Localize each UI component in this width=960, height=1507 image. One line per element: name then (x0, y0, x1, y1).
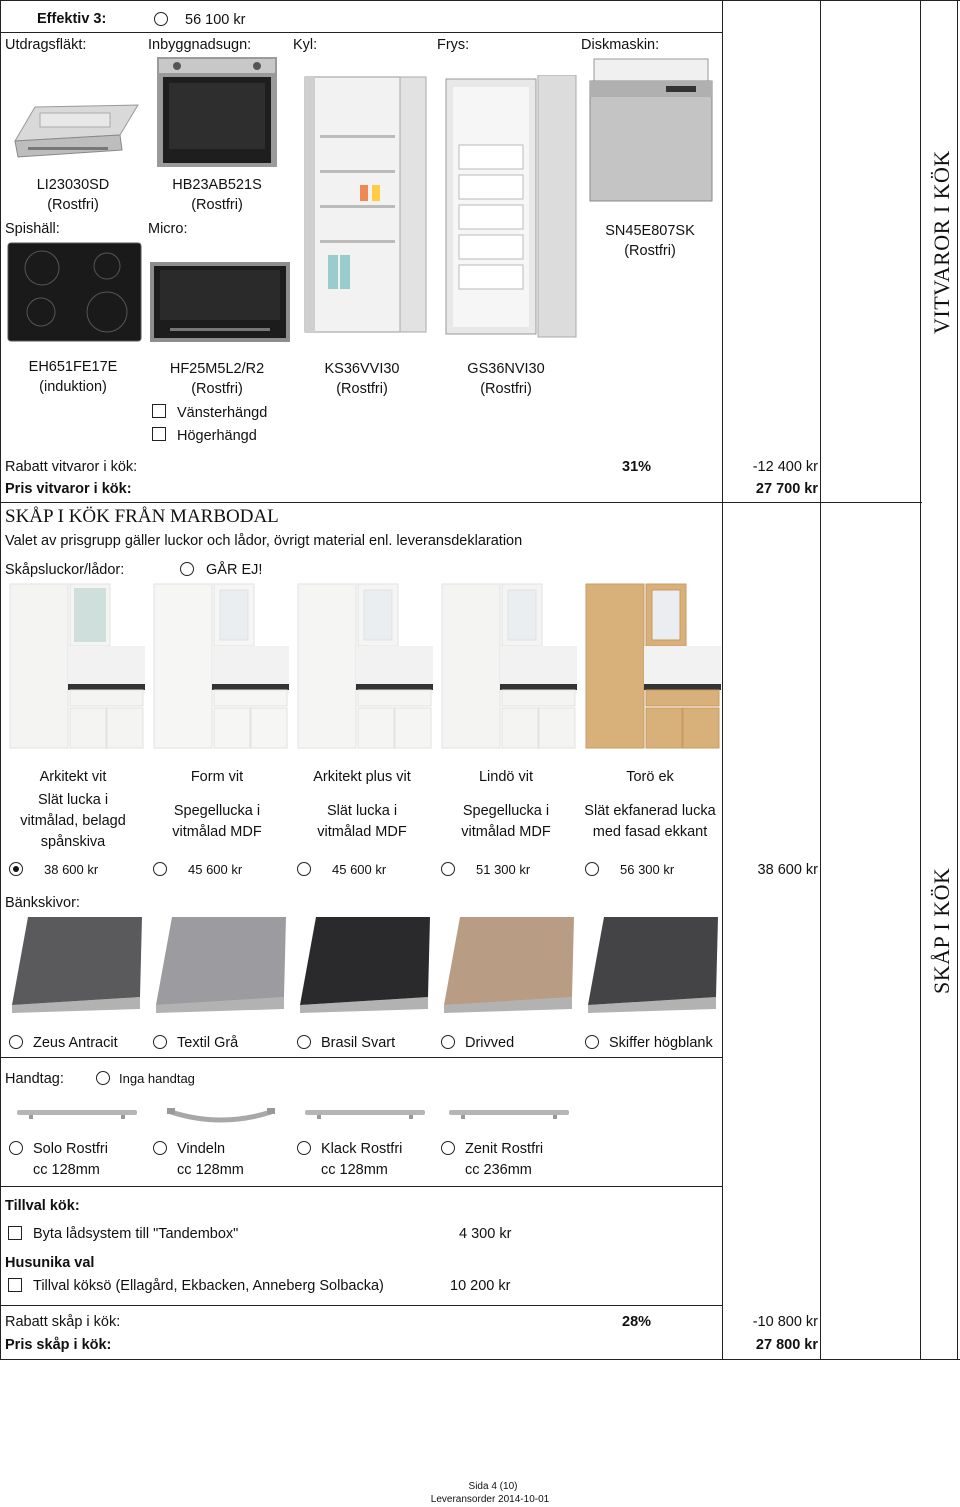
door-style-desc: vitmålad MDF (172, 824, 262, 840)
countertop-name: Brasil Svart (321, 1035, 396, 1051)
top-border (0, 0, 960, 1)
row-divider-skap-summary (0, 1305, 722, 1306)
door-style-desc: vitmålad MDF (317, 824, 407, 840)
handle-radio[interactable] (153, 1141, 167, 1155)
vitvaror-discount-pct: 31% (622, 459, 652, 475)
footer-page: Sida 4 (10) (468, 1481, 518, 1492)
handle-cc: cc 128mm (177, 1162, 244, 1178)
door-style-price: 45 600 kr (332, 862, 387, 877)
handle-image (445, 1100, 573, 1130)
door-style-desc: spånskiva (40, 834, 106, 850)
right-border (957, 0, 958, 1360)
header-fridge: Kyl: (293, 37, 318, 53)
door-style-price: 45 600 kr (188, 862, 243, 877)
row-divider-effektiv (0, 32, 722, 33)
countertop-sample (154, 915, 288, 1015)
door-style-image (296, 580, 433, 752)
handle-cc: cc 128mm (321, 1162, 388, 1178)
countertop-name: Zeus Antracit (33, 1035, 118, 1051)
effektiv-value: 56 100 kr (185, 12, 246, 28)
handle-image (301, 1100, 429, 1130)
doors-option-radio[interactable] (180, 562, 194, 576)
footer-order: Leveransorder 2014-10-01 (430, 1494, 550, 1505)
side-label-vitvaror: VITVAROR I KÖK (929, 150, 954, 334)
handle-name: Zenit Rostfri (465, 1141, 544, 1157)
side-label-skap: SKÅP I KÖK (929, 867, 954, 994)
countertop-sample (442, 915, 576, 1015)
door-style-radio[interactable] (297, 862, 311, 876)
door-style-price: 38 600 kr (44, 862, 99, 877)
handle-radio[interactable] (9, 1141, 23, 1155)
door-style-desc: Slät lucka i (37, 792, 109, 808)
door-style-image (152, 580, 289, 752)
door-style-desc: vitmålad, belagd (20, 813, 126, 829)
fan-image (10, 95, 140, 165)
handle-image (13, 1100, 141, 1130)
tillval-heading2: Husunika val (5, 1255, 95, 1271)
hob-model: EH651FE17E (28, 359, 118, 375)
col-divider-3 (920, 0, 921, 1360)
door-style-radio[interactable] (585, 862, 599, 876)
skap-discount-label: Rabatt skåp i kök: (5, 1314, 121, 1330)
effektiv-label: Effektiv 3: (37, 11, 107, 27)
skap-subtitle: Valet av prisgrupp gäller luckor och lådor, övrigt material enl. leveransdeklaration (5, 533, 523, 549)
dishwasher-image (586, 55, 716, 205)
countertop-radio[interactable] (441, 1035, 455, 1049)
fridge-finish: (Rostfri) (336, 381, 388, 397)
freezer-model: GS36NVI30 (467, 361, 545, 377)
door-style-radio[interactable] (153, 862, 167, 876)
micro-finish: (Rostfri) (191, 381, 243, 397)
door-style-price: 51 300 kr (476, 862, 531, 877)
left-border (0, 0, 1, 1360)
handles-none-radio[interactable] (96, 1071, 110, 1085)
countertop-sample (586, 915, 720, 1015)
door-style-image (584, 580, 721, 752)
door-style-desc: Slät lucka i (326, 803, 398, 819)
door-style-radio[interactable] (9, 862, 23, 876)
hob-image (7, 242, 142, 342)
countertop-name: Skiffer högblank (609, 1035, 713, 1051)
hob-label: Spishäll: (5, 221, 60, 237)
tillval-item2-price: 10 200 kr (450, 1278, 511, 1294)
door-style-price: 56 300 kr (620, 862, 675, 877)
oven-finish: (Rostfri) (191, 197, 243, 213)
tillval-item2-checkbox[interactable] (8, 1278, 22, 1292)
doors-label: Skåpsluckor/lådor: (5, 562, 125, 578)
tillval-heading: Tillval kök: (5, 1198, 80, 1214)
skap-discount-pct: 28% (622, 1314, 652, 1330)
handle-name: Solo Rostfri (33, 1141, 108, 1157)
bottom-border (0, 1359, 960, 1360)
vitvaror-discount-label: Rabatt vitvaror i kök: (5, 459, 138, 475)
right-hinge-checkbox[interactable] (152, 427, 166, 441)
countertop-radio[interactable] (153, 1035, 167, 1049)
micro-image (150, 262, 290, 342)
dishwasher-model: SN45E807SK (605, 223, 695, 239)
countertop-sample (298, 915, 432, 1015)
fan-finish: (Rostfri) (47, 197, 99, 213)
row-divider-vitvaror (0, 502, 922, 503)
door-style-desc: Spegellucka i (173, 803, 261, 819)
skap-price-label: Pris skåp i kök: (5, 1337, 112, 1353)
effektiv-radio[interactable] (154, 12, 168, 26)
door-style-desc: Spegellucka i (462, 803, 550, 819)
header-dishwasher: Diskmaskin: (581, 37, 660, 53)
header-fan: Utdragsfläkt: (5, 37, 87, 53)
countertop-radio[interactable] (9, 1035, 23, 1049)
countertop-name: Drivved (465, 1035, 515, 1051)
col-divider-1 (722, 0, 723, 1360)
door-style-image (8, 580, 145, 752)
handles-none-label: Inga handtag (119, 1071, 195, 1086)
left-hinge-label: Vänsterhängd (177, 405, 268, 421)
skap-price: 27 800 kr (755, 1337, 818, 1353)
tillval-item1-label: Byta lådsystem till "Tandembox" (33, 1226, 239, 1242)
door-style-desc: vitmålad MDF (461, 824, 551, 840)
micro-model: HF25M5L2/R2 (169, 361, 265, 377)
tillval-item2-label: Tillval köksö (Ellagård, Ekbacken, Anneberg Solbacka) (33, 1278, 384, 1294)
handle-name: Klack Rostfri (321, 1141, 403, 1157)
skap-title: SKÅP I KÖK FRÅN MARBODAL (5, 506, 279, 527)
countertop-radio[interactable] (585, 1035, 599, 1049)
door-total: 38 600 kr (757, 862, 818, 878)
handle-name: Vindeln (177, 1141, 226, 1157)
right-hinge-label: Högerhängd (177, 428, 257, 444)
door-style-name: Lindö vit (478, 769, 534, 785)
door-style-radio[interactable] (441, 862, 455, 876)
countertop-sample (10, 915, 144, 1015)
vitvaror-discount-amount: -12 400 kr (752, 459, 818, 475)
door-style-name: Torö ek (626, 769, 674, 785)
vitvaror-price: 27 700 kr (755, 481, 818, 497)
freezer-image (443, 75, 578, 340)
left-hinge-checkbox[interactable] (152, 404, 166, 418)
hob-type: (induktion) (39, 379, 107, 395)
skap-discount-amount: -10 800 kr (752, 1314, 818, 1330)
tillval-item1-price: 4 300 kr (459, 1226, 512, 1242)
door-style-name: Arkitekt plus vit (313, 769, 411, 785)
door-style-image (440, 580, 577, 752)
vitvaror-price-label: Pris vitvaror i kök: (5, 481, 132, 497)
door-style-desc: med fasad ekkant (592, 824, 708, 840)
fan-model: LI23030SD (36, 177, 110, 193)
countertops-label: Bänkskivor: (5, 895, 80, 911)
handle-cc: cc 236mm (465, 1162, 532, 1178)
header-freezer: Frys: (437, 37, 470, 53)
handles-label: Handtag: (5, 1071, 64, 1087)
dishwasher-finish: (Rostfri) (624, 243, 676, 259)
door-style-desc: Slät ekfanerad lucka (584, 803, 716, 819)
door-style-name: Arkitekt vit (39, 769, 107, 785)
handle-cc: cc 128mm (33, 1162, 100, 1178)
countertop-name: Textil Grå (177, 1035, 239, 1051)
handle-radio[interactable] (297, 1141, 311, 1155)
fridge-model: KS36VVI30 (324, 361, 400, 377)
countertop-radio[interactable] (297, 1035, 311, 1049)
doors-option-label: GÅR EJ! (206, 562, 263, 578)
freezer-finish: (Rostfri) (480, 381, 532, 397)
handle-radio[interactable] (441, 1141, 455, 1155)
handle-image (157, 1100, 285, 1130)
header-oven: Inbyggnadsugn: (148, 37, 252, 53)
row-divider-tillval (0, 1186, 722, 1187)
col-divider-2 (820, 0, 821, 1360)
micro-label: Micro: (148, 221, 188, 237)
oven-image (157, 57, 277, 167)
door-style-name: Form vit (190, 769, 244, 785)
tillval-item1-checkbox[interactable] (8, 1226, 22, 1240)
fridge-image (300, 75, 430, 335)
row-divider-handtag (0, 1057, 722, 1058)
oven-model: HB23AB521S (172, 177, 262, 193)
